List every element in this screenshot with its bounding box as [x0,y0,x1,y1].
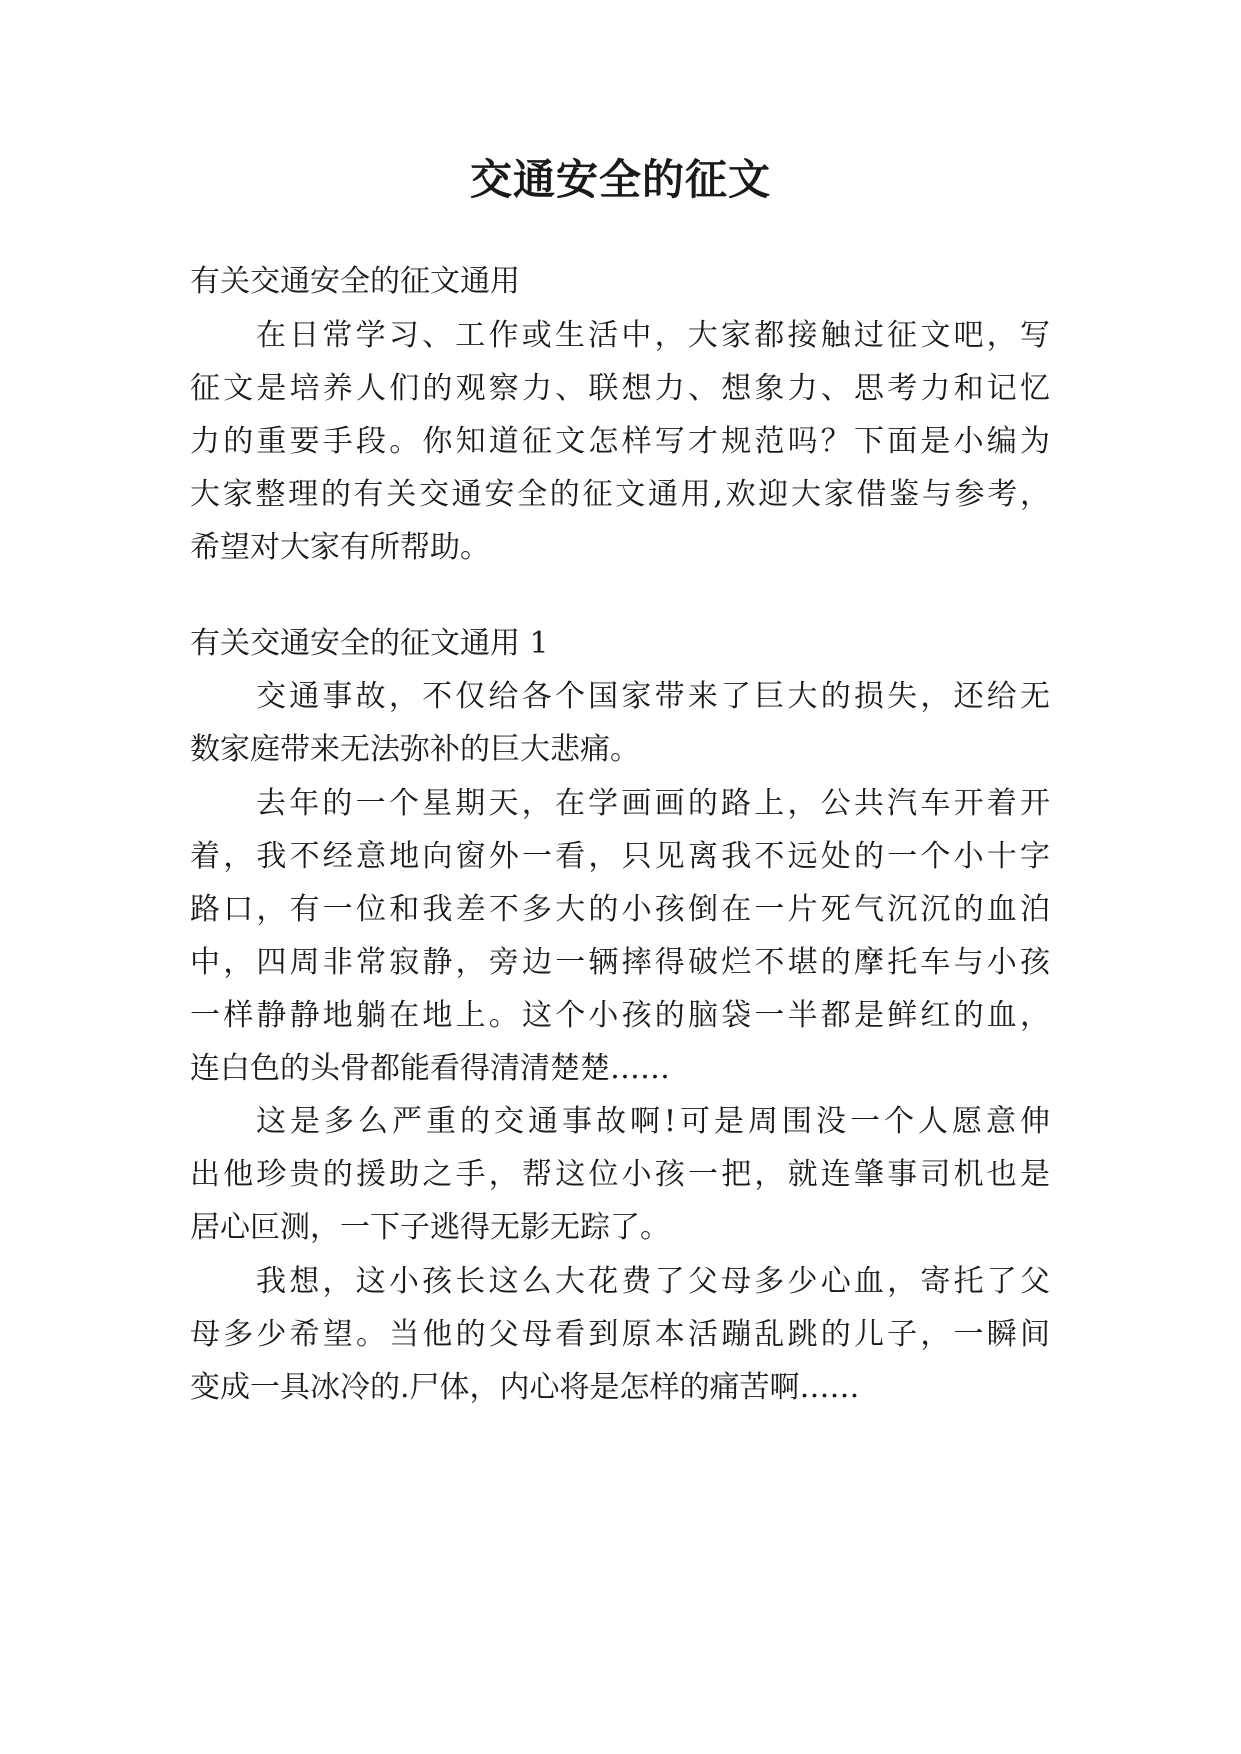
paragraph-line: 这是多么严重的交通事故啊!可是周围没一个人愿意伸 [256,1104,1050,1139]
intro-line: 征文是培养人们的观察力、联想力、想象力、思考力和记忆 [190,371,1050,406]
paragraph-line: 路口，有一位和我差不多大的小孩倒在一片死气沉沉的血泊 [190,892,1050,927]
section-heading-1: 有关交通安全的征文通用 1 [190,626,549,661]
paragraph-line: 居心叵测，一下子逃得无影无踪了。 [190,1210,670,1245]
paragraph-line: 数家庭带来无法弥补的巨大悲痛。 [190,732,640,767]
paragraph-line: 中，四周非常寂静，旁边一辆摔得破烂不堪的摩托车与小孩 [190,945,1050,980]
intro-line: 大家整理的有关交通安全的征文通用,欢迎大家借鉴与参考， [190,477,1050,512]
paragraph-line: 去年的一个星期天，在学画画的路上，公共汽车开着开 [256,786,1050,821]
paragraph-line: 母多少希望。当他的父母看到原本活蹦乱跳的儿子，一瞬间 [190,1317,1050,1352]
paragraph-line: 出他珍贵的援助之手，帮这位小孩一把，就连肇事司机也是 [190,1157,1050,1192]
paragraph-line: 交通事故，不仅给各个国家带来了巨大的损失，还给无 [256,679,1050,714]
intro-line: 希望对大家有所帮助。 [190,530,490,565]
paragraph-line: 我想，这小孩长这么大花费了父母多少心血，寄托了父 [256,1264,1050,1299]
paragraph-line: 一样静静地躺在地上。这个小孩的脑袋一半都是鲜红的血， [190,998,1050,1033]
section-heading-intro: 有关交通安全的征文通用 [190,264,520,299]
intro-line: 力的重要手段。你知道征文怎样写才规范吗？下面是小编为 [190,424,1050,459]
document-title: 交通安全的征文 [469,155,771,204]
paragraph-line: 连白色的头骨都能看得清清楚楚…… [190,1051,670,1086]
intro-line: 在日常学习、工作或生活中，大家都接触过征文吧，写 [256,318,1050,353]
paragraph-line: 着，我不经意地向窗外一看，只见离我不远处的一个小十字 [190,839,1050,874]
paragraph-line: 变成一具冰冷的.尸体，内心将是怎样的痛苦啊…… [190,1370,860,1405]
